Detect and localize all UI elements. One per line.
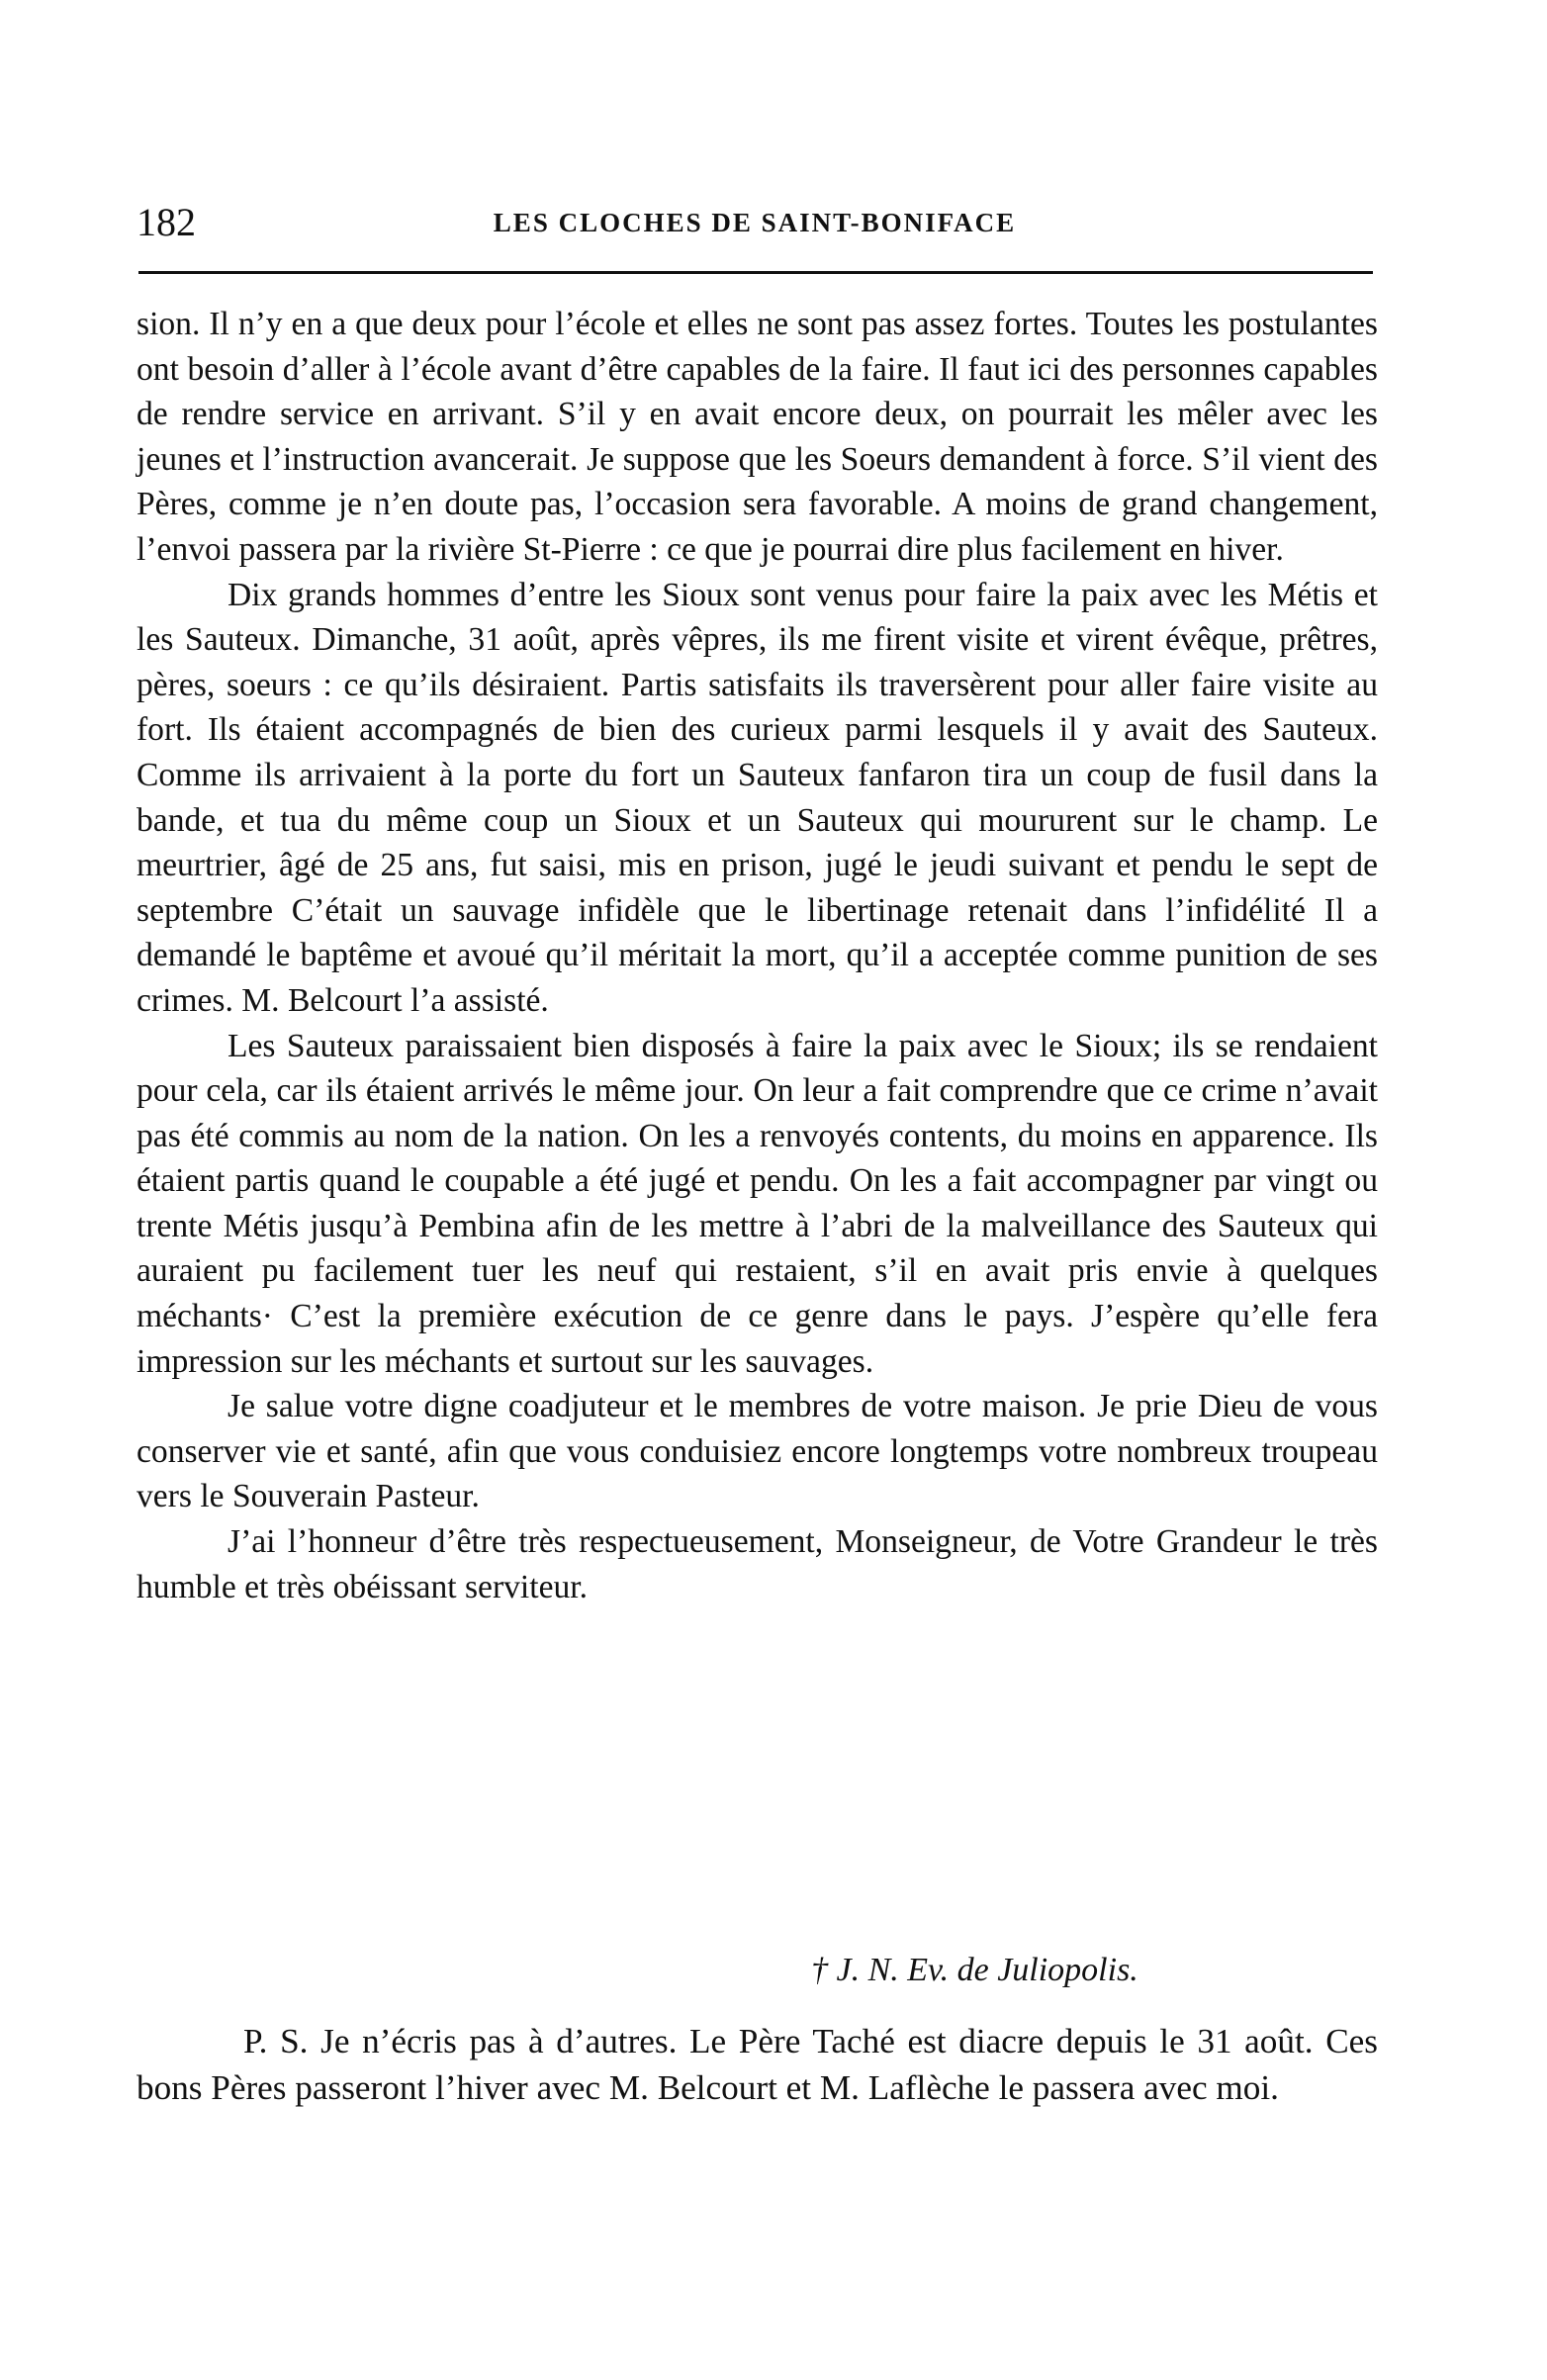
signature: † J. N. Ev. de Juliopolis.	[811, 1952, 1138, 1988]
paragraph-greetings: Je salue votre digne coadjuteur et le membres de votre maison. Je prie Dieu de vous conserver vie et santé, afin que vous conduisiez encore longtemps votre nombreux troupeau vers le Souverain Pasteur.	[136, 1388, 1378, 1515]
header-rule	[138, 271, 1373, 274]
letter-body	[136, 302, 1378, 1609]
paragraph-continuation: sion. Il n’y en a que deux pour l’école et elles ne sont pas assez fortes. Toutes les postulantes ont besoin d’aller à l’école avant d’être capables de la faire. Il faut ici des personnes capables de rendre service en arrivant. S’il y en avait encore deux, on pourrait les mêler avec les jeunes et l’instruction avancerait. Je suppose que les Soeurs demandent à force. S’il vient des Pères, comme je n’en doute pas, l’occasion sera favorable. A moins de grand changement, l’envoi passera par la rivière St-Pierre : ce que je pourrai dire plus facilement en hiver.	[136, 306, 1378, 568]
running-title: LES CLOCHES DE SAINT-BONIFACE	[493, 208, 1017, 237]
postscript: P. S. Je n’écris pas à d’autres. Le Père Taché est diacre depuis le 31 août. Ces bons Pères passeront l’hiver avec M. Belcourt et M. Laflèche le passera avec moi.	[136, 2022, 1378, 2107]
paragraph-sioux-visit: Dix grands hommes d’entre les Sioux sont venus pour faire la paix avec les Métis et les Sauteux. Dimanche, 31 août, après vêpres, ils me firent visite et virent évêque, prêtres, pères, soeurs : ce qu’ils désiraient. Partis satisfaits ils traversèrent pour aller faire visite au fort. Ils étaient accompagnés de bien des curieux parmi lesquels il y avait des Sauteux. Comme ils arrivaient à la porte du fort un Sauteux fanfaron tira un coup de fusil dans la bande, et tua du même coup un Sioux et un Sauteux qui moururent sur le champ. Le meurtrier, âgé de 25 ans, fut saisi, mis en prison, jugé le jeudi suivant et pendu le sept de septembre C’était un sauvage infidèle que le libertinage retenait dans l’infidélité Il a demandé le baptême et avoué qu’il méritait la mort, qu’il a acceptée comme punition de ses crimes. M. Belcourt l’a assisté.	[136, 576, 1378, 1019]
page-number: 182	[136, 200, 196, 244]
paragraph-sauteux-peace: Les Sauteux paraissaient bien disposés à faire la paix avec le Sioux; ils se rendaient pour cela, car ils étaient arrivés le même jour. On leur a fait comprendre que ce crime n’avait pas été commis au nom de la nation. On les a renvoyés contents, du moins en apparence. Ils étaient partis quand le coupable a été jugé et pendu. On les a fait accompagner par vingt ou trente Métis jusqu’à Pembina afin de les mettre à l’abri de la malveillance des Sauteux qui auraient pu facilement tuer les neuf qui restaient, s’il en avait pris envie à quelques méchants· C’est la première exécution de ce genre dans le pays. J’espère qu’elle fera impression sur les méchants et surtout sur les sauvages.	[136, 1027, 1378, 1380]
page-header	[136, 193, 1373, 252]
paragraph-closing: J’ai l’honneur d’être très respectueusement, Monseigneur, de Votre Grandeur le très humble et très obéissant serviteur.	[136, 1523, 1378, 1605]
postscript-block	[136, 2018, 1378, 2111]
